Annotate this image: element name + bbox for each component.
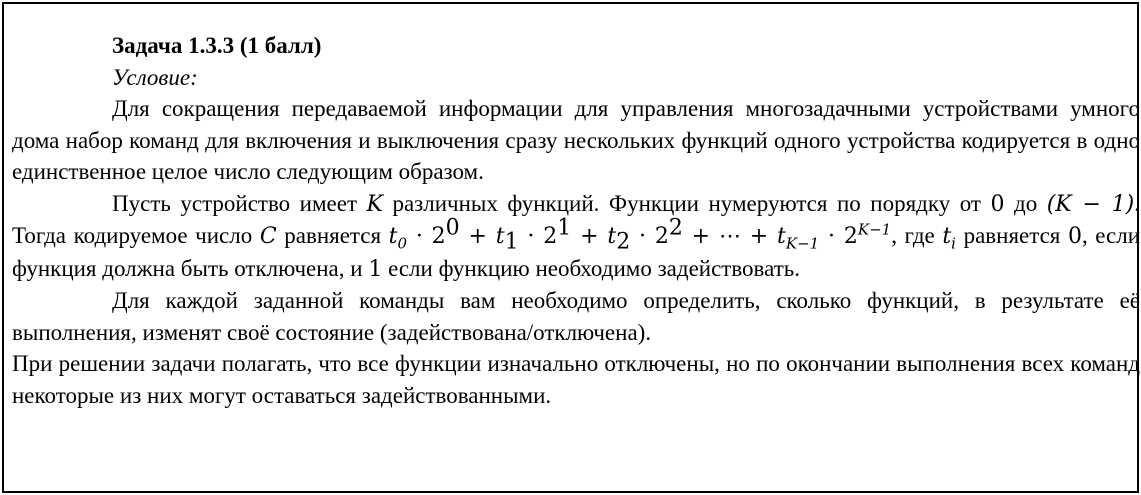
paragraph-assumption: При решении задачи полагать, что все функции изначально отключены, но по окончании выполнения всех команд некоторые из них могут оставаться задействованными. [12, 351, 1140, 408]
paragraph-encoding: Пусть устройство имеет K различных функций. Функции нумеруются по порядку от 0 до (K − 1). Тогда кодируемое число C равняется $t_0 \cdot 2^0 + t_1 \cdot 2^1 + t_2 \cdot 2^2$ + ⋯ + $t_{K-1} \cdot 2^{K-1}$, где $t_i$ равняется 0, если функция должна быть отключена, и 1 если функцию необходимо задействовать. [12, 190, 1141, 282]
task-content [12, 30, 1140, 411]
encoding-formula: $t_0 \cdot 2^0 + t_1 \cdot 2^1 + t_2 \cdot 2^2$ + ⋯ + $t_{K-1} \cdot 2^{K-1}$ [388, 215, 892, 255]
range-end: (K − 1) [1046, 191, 1135, 217]
condition-label: Условие: [112, 64, 198, 90]
var-k: K [366, 191, 383, 217]
task-title: Задача 1.3.3 (1 балл) [112, 33, 322, 58]
var-c: C [259, 224, 277, 249]
var-ti: $t_i$ [942, 224, 956, 253]
paragraph-intro: Для сокращения передаваемой информации для управления многозадачными устройствами умного дома набор команд для включения и выключения сразу нескольких функций одного устройства кодируется в одно единственное целое число следующим образом. [12, 96, 1140, 184]
task-frame [2, 2, 1139, 493]
paragraph-task: Для каждой заданной команды вам необходимо определить, сколько функций, в результате её выполнения, изменят своё состояние (задействована/отключена). [12, 288, 1140, 345]
